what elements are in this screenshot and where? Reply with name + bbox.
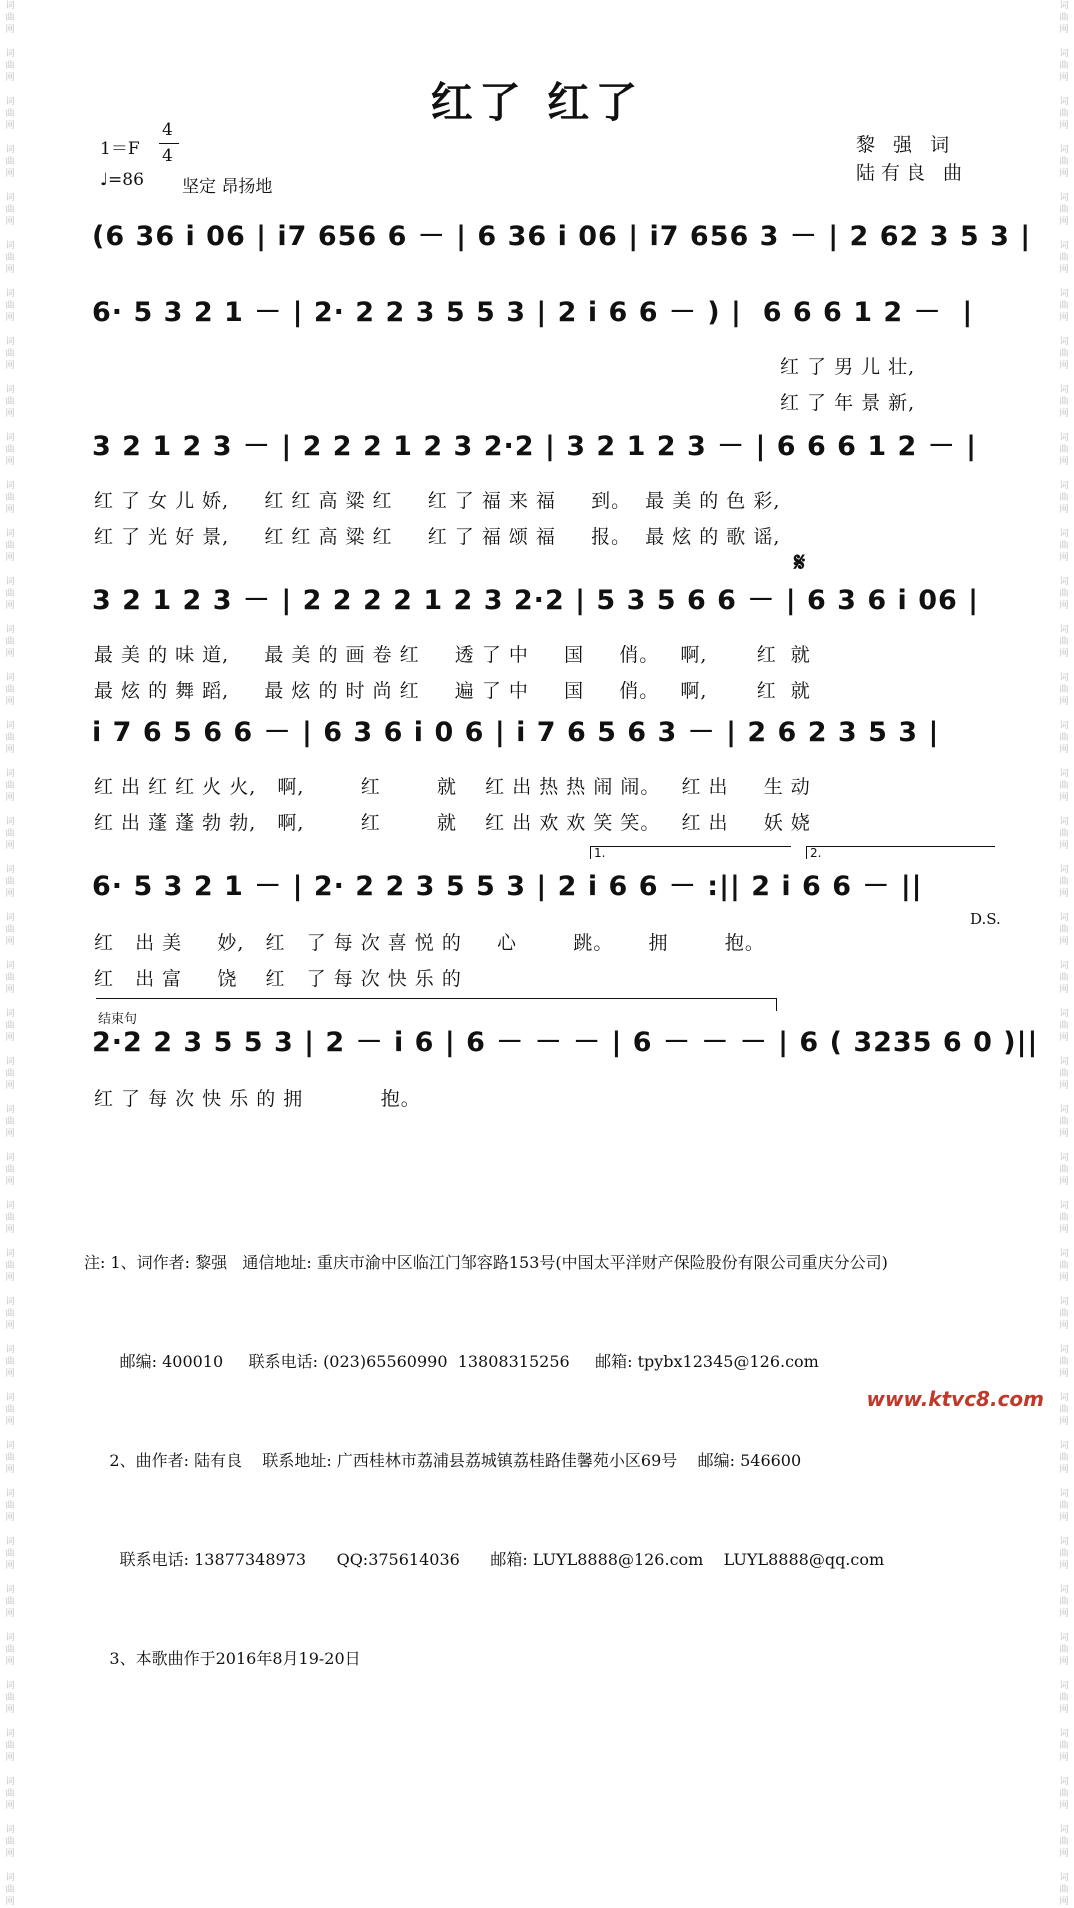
notation-line: 3 2 1 2 3 － | 2 2 2 2 1 2 3 2·2 | 5 3 5 6 6 － | 6 3 6 i 06 | <box>92 585 980 616</box>
ending-bracket <box>96 998 777 1011</box>
staff-system-3 <box>92 424 1000 470</box>
volta-bracket-2 <box>806 846 995 859</box>
time-signature-line <box>159 143 179 144</box>
lyricist-credit: 黎 强 词 <box>856 134 956 156</box>
notation-line: 6· 5 3 2 1 － | 2· 2 2 3 5 5 3 | 2 i 6 6 － ) | 6 6 6 1 2 － | <box>92 297 974 328</box>
staff-system-4 <box>92 578 1000 624</box>
notation-line: i 7 6 5 6 6 － | 6 3 6 i 0 6 | i 7 6 5 6 3 － | 2 6 2 3 5 3 | <box>92 717 940 748</box>
volta-label-2: 2. <box>810 846 822 860</box>
site-watermark: www.ktvc8.com <box>866 1387 1044 1411</box>
tempo-marking: ♩=86 <box>100 170 144 190</box>
lyric-line: 红 了 每 次 快 乐 的 拥 抱。 <box>94 1088 421 1110</box>
expression-marking: 坚定 昂扬地 <box>182 177 273 197</box>
staff-system-2 <box>92 290 1000 336</box>
lyric-line: 红 出 富 饶 红 了 每 次 快 乐 的 <box>94 968 462 990</box>
footer-line: 2、曲作者: 陆有良 联系地址: 广西桂林市荔浦县荔城镇荔桂路佳馨苑小区69号 邮编: 546600 <box>84 1451 802 1470</box>
lyric-line: 红 了 光 好 景, 红 红 高 粱 红 红 了 福 颂 福 报。 最 炫 的 歌 谣, <box>94 526 781 548</box>
lyric-line: 红 了 男 儿 壮, <box>780 356 916 378</box>
notation-line: 3 2 1 2 3 － | 2 2 2 1 2 3 2·2 | 3 2 1 2 3 － | 6 6 6 1 2 － | <box>92 431 977 462</box>
staff-system-7 <box>92 1020 1039 1066</box>
footer-line: 邮编: 400010 联系电话: (023)65560990 13808315256 邮箱: tpybx12345@126.com <box>84 1352 819 1371</box>
notation-line: 2·2 2 3 5 5 3 | 2 － i 6 | 6 － － － | 6 － － － | 6 ( 3235 6 0 )|| <box>92 1027 1039 1058</box>
segno-sign: 𝄋 <box>794 548 806 578</box>
footer-line: 注: 1、词作者: 黎强 通信地址: 重庆市渝中区临江门邹容路153号(中国太平洋财产保险股份有限公司重庆分公司) <box>84 1253 888 1272</box>
lyric-line: 红 了 年 景 新, <box>780 392 916 414</box>
footer-notes <box>84 1180 888 1708</box>
ds-marking: D.S. <box>970 910 1001 928</box>
time-signature-bottom: 4 <box>162 146 173 166</box>
lyric-line: 红 出 美 妙, 红 了 每 次 喜 悦 的 心 跳。 拥 抱。 <box>94 932 765 954</box>
lyric-line: 最 炫 的 舞 蹈, 最 炫 的 时 尚 红 遍 了 中 国 俏。 啊, 红 就 <box>94 680 811 702</box>
volta-bracket-1 <box>590 846 791 859</box>
lyric-line: 红 了 女 儿 娇, 红 红 高 粱 红 红 了 福 来 福 到。 最 美 的 色 彩, <box>94 490 781 512</box>
notation-line: 6· 5 3 2 1 － | 2· 2 2 3 5 5 3 | 2 i 6 6 － :|| 2 i 6 6 － || <box>92 871 923 902</box>
staff-system-6 <box>92 864 1000 910</box>
staff-system-1 <box>92 214 1032 260</box>
footer-line: 联系电话: 13877348973 QQ:375614036 邮箱: LUYL8888@126.com LUYL8888@qq.com <box>84 1550 885 1569</box>
staff-system-5 <box>92 710 1000 756</box>
composer-credit: 陆有良 曲 <box>856 162 969 184</box>
side-watermark-right: 词 曲 网 词 曲 网 词 曲 网 词 曲 网 词 曲 网 词 曲 网 词 曲 网 词 曲 网 词 曲 网 词 曲 网 词 曲 网 词 曲 网 词 曲 网 词 曲 网 词 曲 网 词 曲 网 词 曲 网 词 曲 网 词 曲 网 词 曲 网 词 曲 网 词 曲 网 词 曲 网 词 曲 网 词 曲 网 词 曲 网 词 曲 网 词 曲 网 词 曲 网 词 曲 网 词 曲 网 词 曲 网 词 曲 网 词 曲 网 词 曲 网 词 曲 网 词 曲 网 词 曲 网 词 曲 网 词 曲 网 <box>1059 1 1069 1907</box>
notation-line: (6 36 i 06 | i7 656 6 － | 6 36 i 06 | i7 656 3 － | 2 62 3 5 3 | <box>92 221 1032 252</box>
key-signature: 1＝F <box>100 139 140 159</box>
ending-label: 结束句 <box>98 1012 138 1027</box>
footer-line: 3、本歌曲作于2016年8月19-20日 <box>84 1649 361 1668</box>
song-title: 红了 红了 <box>430 78 644 127</box>
time-signature-top: 4 <box>162 120 173 140</box>
volta-label-1: 1. <box>594 846 606 860</box>
side-watermark-left: 词 曲 网 词 曲 网 词 曲 网 词 曲 网 词 曲 网 词 曲 网 词 曲 网 词 曲 网 词 曲 网 词 曲 网 词 曲 网 词 曲 网 词 曲 网 词 曲 网 词 曲 网 词 曲 网 词 曲 网 词 曲 网 词 曲 网 词 曲 网 词 曲 网 词 曲 网 词 曲 网 词 曲 网 词 曲 网 词 曲 网 词 曲 网 词 曲 网 词 曲 网 词 曲 网 词 曲 网 词 曲 网 词 曲 网 词 曲 网 词 曲 网 词 曲 网 词 曲 网 词 曲 网 词 曲 网 词 曲 网 <box>5 1 15 1907</box>
lyric-line: 最 美 的 味 道, 最 美 的 画 卷 红 透 了 中 国 俏。 啊, 红 就 <box>94 644 811 666</box>
lyric-line: 红 出 蓬 蓬 勃 勃, 啊, 红 就 红 出 欢 欢 笑 笑。 红 出 妖 娆 <box>94 812 811 834</box>
lyric-line: 红 出 红 红 火 火, 啊, 红 就 红 出 热 热 闹 闹。 红 出 生 动 <box>94 776 811 798</box>
